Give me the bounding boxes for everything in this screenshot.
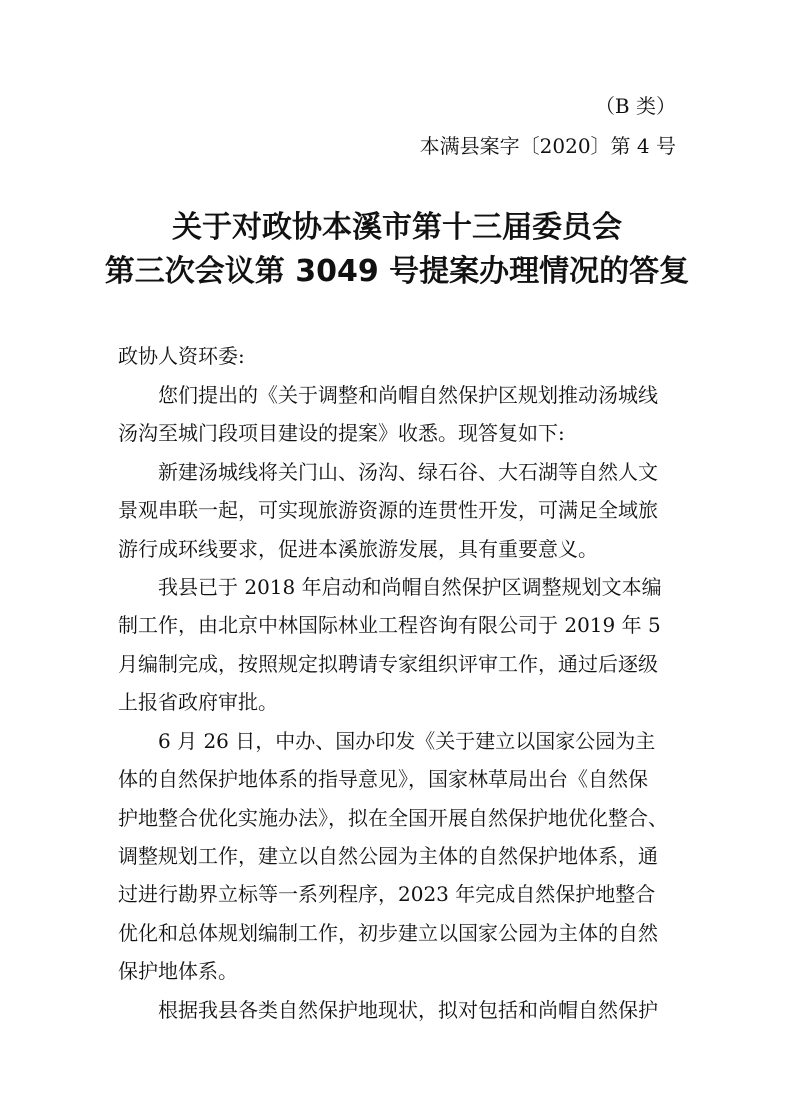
body-line: 体的自然保护地体系的指导意见》，国家林草局出台《自然保 — [118, 767, 648, 791]
document-title-line-2: 第三次会议第 3049 号提案办理情况的答复 — [104, 254, 690, 289]
body-line: 新建汤城线将关门山、汤沟、绿石谷、大石湖等自然人文 — [158, 460, 658, 484]
body-line: 您们提出的《关于调整和尚帽自然保护区规划推动汤城线 — [158, 383, 658, 407]
classification-label: （B 类） — [594, 94, 676, 118]
body-line: 根据我县各类自然保护地现状，拟对包括和尚帽自然保护 — [158, 998, 658, 1022]
body-line: 制工作，由北京中林国际林业工程咨询有限公司于 2019 年 5 — [118, 613, 661, 637]
body-line: 过进行勘界立标等一系列程序，2023 年完成自然保护地整合 — [118, 882, 656, 906]
body-line: 游行成环线要求，促进本溪旅游发展，具有重要意义。 — [118, 537, 598, 561]
case-number: 本满县案字〔2020〕第 4 号 — [419, 134, 676, 158]
salutation: 政协人资环委: — [118, 344, 245, 368]
body-line: 优化和总体规划编制工作，初步建立以国家公园为主体的自然 — [118, 921, 658, 945]
body-line: 护地整合优化实施办法》，拟在全国开展自然保护地优化整合、 — [118, 806, 668, 830]
body-line: 月编制完成，按照规定拟聘请专家组织评审工作，通过后逐级 — [118, 652, 658, 676]
body-line: 汤沟至城门段项目建设的提案》收悉。现答复如下: — [118, 421, 565, 445]
body-line: 调整规划工作，建立以自然公园为主体的自然保护地体系，通 — [118, 844, 658, 868]
body-line: 上报省政府审批。 — [118, 690, 278, 714]
body-line: 景观串联一起，可实现旅游资源的连贯性开发，可满足全域旅 — [118, 498, 658, 522]
document-title-line-1: 关于对政协本溪市第十三届委员会 — [172, 210, 622, 245]
body-line: 保护地体系。 — [118, 959, 238, 983]
body-line: 我县已于 2018 年启动和尚帽自然保护区调整规划文本编 — [158, 575, 662, 599]
body-line: 6 月 26 日，中办、国办印发《关于建立以国家公园为主 — [158, 729, 656, 753]
